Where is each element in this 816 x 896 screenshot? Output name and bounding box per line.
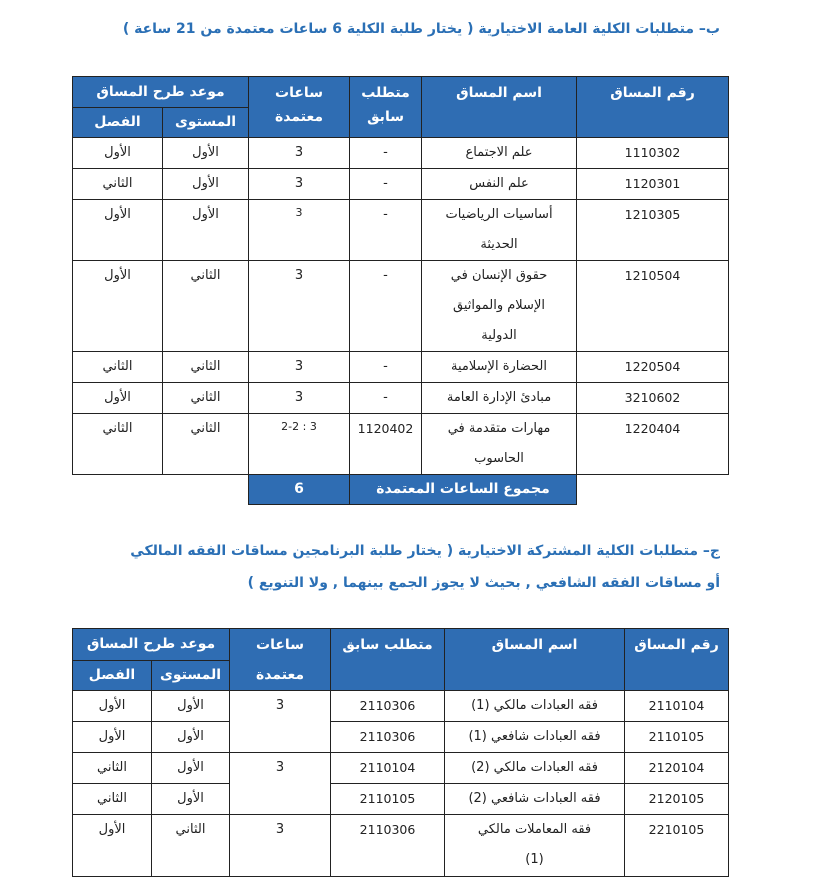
course-prereq: 2110104 bbox=[331, 753, 445, 784]
course-level: الثاني bbox=[152, 815, 230, 877]
course-semester: الأول bbox=[73, 200, 163, 261]
course-hours: 3 bbox=[230, 815, 331, 877]
total-label: مجموع الساعات المعتمدة bbox=[350, 475, 577, 505]
header-course-name: اسم المساق bbox=[422, 77, 577, 138]
course-semester: الأول bbox=[73, 138, 163, 169]
course-semester: الأول bbox=[73, 815, 152, 877]
table-row bbox=[73, 815, 729, 877]
header-course-no: رقم المساق bbox=[577, 77, 729, 138]
section-c-heading-line2: أو مساقات الفقه الشافعي , بحيث لا يجوز الجمع بينهما , ولا التنويع ) bbox=[247, 575, 720, 591]
course-prereq: 2110105 bbox=[331, 784, 445, 815]
course-semester: الثاني bbox=[73, 753, 152, 784]
course-no: 3210602 bbox=[577, 383, 729, 414]
course-no: 1210305 bbox=[577, 200, 729, 261]
course-name: فقه العبادات شافعي (2) bbox=[445, 784, 625, 815]
header-schedule: موعد طرح المساق bbox=[73, 629, 230, 661]
course-semester: الثاني bbox=[73, 352, 163, 383]
course-no: 1220504 bbox=[577, 352, 729, 383]
table-row bbox=[73, 722, 729, 753]
table-row bbox=[73, 352, 729, 383]
table-row bbox=[73, 414, 729, 475]
course-hours: 3 : 2-2 bbox=[249, 414, 350, 475]
table-row bbox=[73, 138, 729, 169]
course-no: 2110105 bbox=[625, 722, 729, 753]
joint-electives-table bbox=[72, 628, 729, 877]
course-level: الثاني bbox=[163, 261, 249, 352]
course-prereq: 2110306 bbox=[331, 815, 445, 877]
table-row bbox=[73, 784, 729, 815]
course-prereq: - bbox=[350, 352, 422, 383]
course-hours: 3 bbox=[249, 352, 350, 383]
header-level: المستوى bbox=[163, 108, 249, 138]
total-value: 6 bbox=[249, 475, 350, 505]
course-semester: الأول bbox=[73, 383, 163, 414]
course-no: 2210105 bbox=[625, 815, 729, 877]
course-level: الأول bbox=[152, 722, 230, 753]
course-name: علم النفس bbox=[422, 169, 577, 200]
course-name: مهارات متقدمة في الحاسوب bbox=[422, 414, 577, 475]
course-hours: 3 bbox=[249, 138, 350, 169]
table-row bbox=[73, 200, 729, 261]
course-semester: الثاني bbox=[73, 414, 163, 475]
header-prereq: متطلب سابق bbox=[350, 77, 422, 138]
section-b-heading: ب– متطلبات الكلية العامة الاختيارية ( يختار طلبة الكلية 6 ساعات معتمدة من 21 ساعة ) bbox=[122, 21, 720, 37]
course-semester: الأول bbox=[73, 722, 152, 753]
course-name: مبادئ الإدارة العامة bbox=[422, 383, 577, 414]
course-semester: الأول bbox=[73, 261, 163, 352]
table-row bbox=[73, 383, 729, 414]
course-prereq: - bbox=[350, 383, 422, 414]
course-no: 1120301 bbox=[577, 169, 729, 200]
course-level: الثاني bbox=[163, 414, 249, 475]
course-prereq: 1120402 bbox=[350, 414, 422, 475]
header-course-name: اسم المساق bbox=[445, 629, 625, 691]
header-course-no: رقم المساق bbox=[625, 629, 729, 691]
course-no: 2110104 bbox=[625, 691, 729, 722]
table-row bbox=[73, 169, 729, 200]
header-level: المستوى bbox=[152, 661, 230, 691]
course-name: الحضارة الإسلامية bbox=[422, 352, 577, 383]
course-name: فقه المعاملات مالكي (1) bbox=[445, 815, 625, 877]
course-name: فقه العبادات مالكي (2) bbox=[445, 753, 625, 784]
course-no: 1110302 bbox=[577, 138, 729, 169]
section-c-heading-line1: ج– متطلبات الكلية المشتركة الاختيارية ( يختار طلبة البرنامجين مساقات الفقه المالكي bbox=[130, 543, 720, 559]
course-name: فقه العبادات مالكي (1) bbox=[445, 691, 625, 722]
course-semester: الثاني bbox=[73, 784, 152, 815]
course-prereq: 2110306 bbox=[331, 691, 445, 722]
course-level: الأول bbox=[152, 784, 230, 815]
course-hours: 3 bbox=[230, 753, 331, 815]
header-hours: ساعات معتمدة bbox=[249, 77, 350, 138]
course-hours: 3 bbox=[249, 169, 350, 200]
course-prereq: - bbox=[350, 169, 422, 200]
course-prereq: - bbox=[350, 261, 422, 352]
course-name: أساسيات الرياضيات الحديثة bbox=[422, 200, 577, 261]
header-semester: الفصل bbox=[73, 108, 163, 138]
course-level: الأول bbox=[152, 691, 230, 722]
course-semester: الثاني bbox=[73, 169, 163, 200]
course-hours: 3 bbox=[230, 691, 331, 753]
course-no: 2120104 bbox=[625, 753, 729, 784]
course-name: علم الاجتماع bbox=[422, 138, 577, 169]
header-schedule: موعد طرح المساق bbox=[73, 77, 249, 108]
course-level: الأول bbox=[152, 753, 230, 784]
course-no: 1210504 bbox=[577, 261, 729, 352]
course-level: الثاني bbox=[163, 352, 249, 383]
course-no: 1220404 bbox=[577, 414, 729, 475]
header-hours: ساعات معتمدة bbox=[230, 629, 331, 691]
header-prereq: متطلب سابق bbox=[331, 629, 445, 691]
course-prereq: - bbox=[350, 138, 422, 169]
course-name: حقوق الإنسان في الإسلام والمواثيق الدولية bbox=[422, 261, 577, 352]
total-row bbox=[73, 475, 729, 505]
course-name: فقه العبادات شافعي (1) bbox=[445, 722, 625, 753]
course-prereq: 2110306 bbox=[331, 722, 445, 753]
course-level: الأول bbox=[163, 200, 249, 261]
course-hours: 3 bbox=[249, 383, 350, 414]
course-prereq: - bbox=[350, 200, 422, 261]
course-no: 2120105 bbox=[625, 784, 729, 815]
course-level: الثاني bbox=[163, 383, 249, 414]
course-hours: 3 bbox=[249, 261, 350, 352]
course-level: الأول bbox=[163, 138, 249, 169]
course-level: الأول bbox=[163, 169, 249, 200]
general-electives-table bbox=[72, 76, 729, 505]
course-hours: 3 bbox=[249, 200, 350, 261]
table-row bbox=[73, 261, 729, 352]
table-row bbox=[73, 691, 729, 722]
header-semester: الفصل bbox=[73, 661, 152, 691]
table-row bbox=[73, 753, 729, 784]
course-semester: الأول bbox=[73, 691, 152, 722]
